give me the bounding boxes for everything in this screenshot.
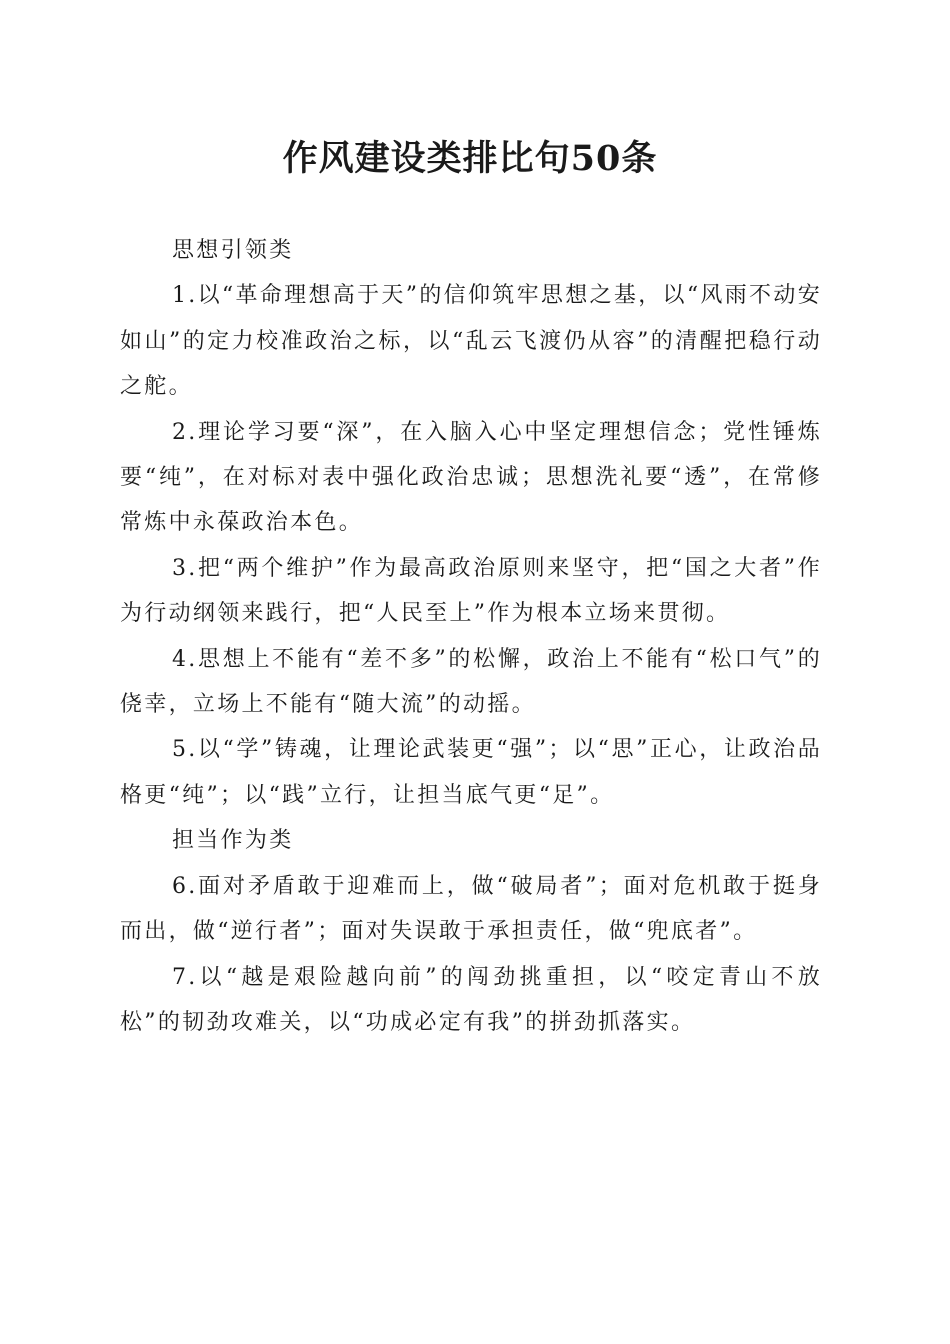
paragraph-item-3: 3.把“两个维护”作为最高政治原则来坚守，把“国之大者”作为行动纲领来践行，把“人民至上”作为根本立场来贯彻。: [120, 555, 822, 627]
paragraph-item-6: 6.面对矛盾敢于迎难而上，做“破局者”；面对危机敢于挺身而出，做“逆行者”；面对失误敢于承担责任，做“兜底者”。: [120, 873, 822, 945]
paragraph-item-7: 7.以“越是艰险越向前”的闯劲挑重担，以“咬定青山不放松”的韧劲攻难关，以“功成必定有我”的拼劲抓落实。: [120, 964, 822, 1035]
document-body: [120, 228, 822, 1045]
paragraph-item-2: 2.理论学习要“深”，在入脑入心中坚定理想信念；党性锤炼要“纯”，在对标对表中强化政治忠诚；思想洗礼要“透”，在常修常炼中永葆政治本色。: [120, 419, 822, 536]
paragraph-item-5: 5.以“学”铸魂，让理论武装更“强”；以“思”正心，让政治品格更“纯”；以“践”立行，让担当底气更“足”。: [120, 737, 822, 808]
section-heading-responsibility: 担当作为类: [172, 828, 294, 854]
paragraph-item-1: 1.以“革命理想高于天”的信仰筑牢思想之基，以“风雨不动安如山”的定力校准政治之标，以“乱云飞渡仍从容”的清醒把稳行动之舵。: [120, 283, 822, 400]
paragraph-item-4: 4.思想上不能有“差不多”的松懈，政治上不能有“松口气”的侥幸，立场上不能有“随大流”的动摇。: [120, 646, 822, 718]
section-heading-thought-leadership: 思想引领类: [172, 238, 294, 263]
document-title: 作风建设类排比句50条: [282, 138, 658, 179]
